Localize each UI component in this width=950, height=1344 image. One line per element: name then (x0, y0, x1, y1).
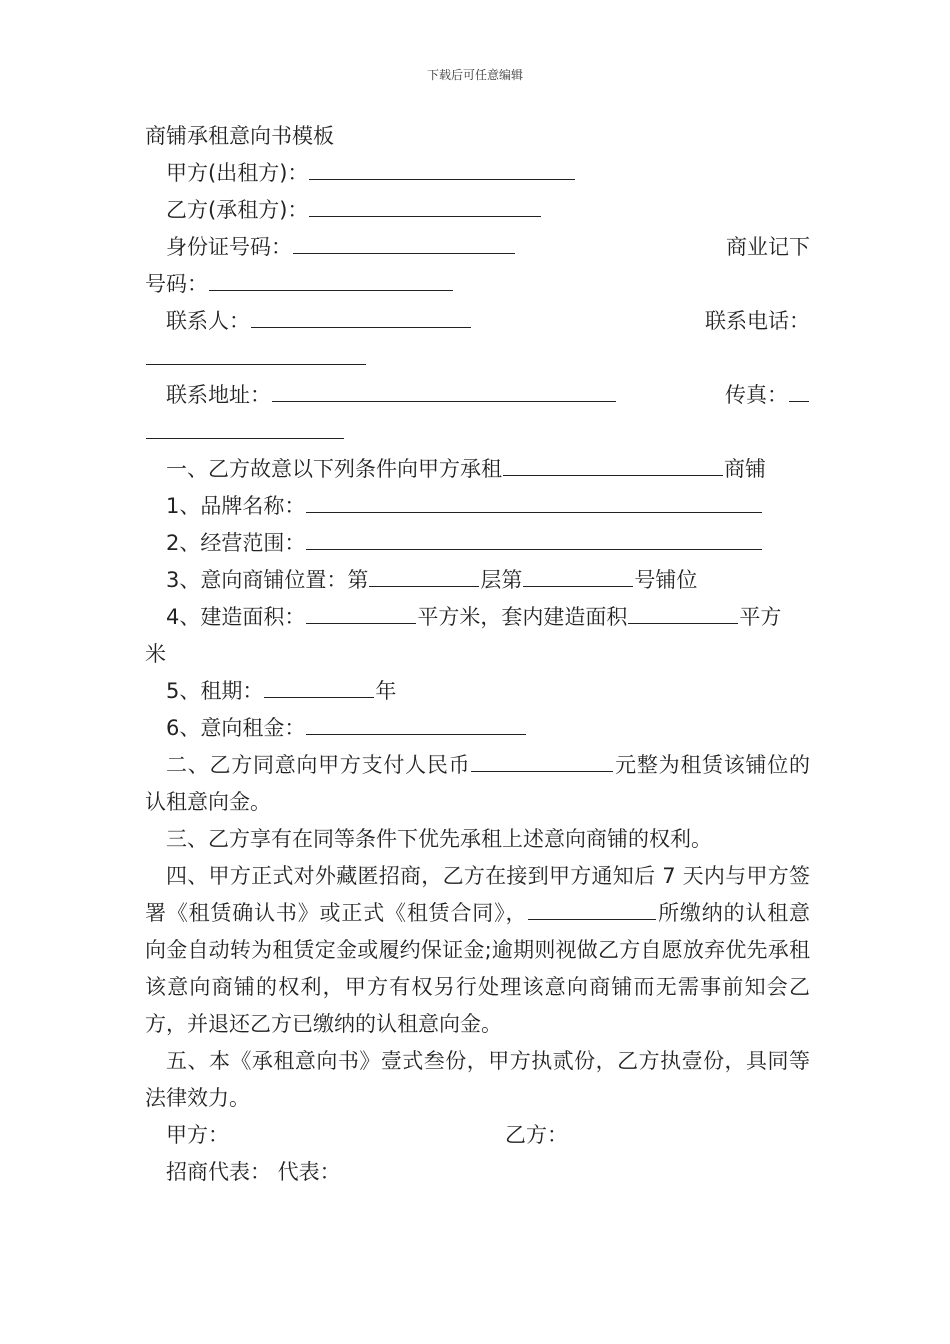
item-1-label: 1、品牌名称： (166, 494, 306, 518)
biz-label: 商业记下 (726, 235, 810, 259)
representative-line: 招商代表： 代表： (166, 1160, 341, 1184)
document-body (145, 118, 810, 1191)
lessor-blank[interactable] (309, 155, 575, 180)
brand-blank[interactable] (306, 488, 762, 513)
page-header-note: 下载后可任意编辑 (426, 68, 523, 82)
item-4-c: 平方 (739, 605, 782, 629)
floor-blank[interactable] (369, 562, 479, 587)
signature-line (145, 1117, 810, 1154)
item-3-c: 号铺位 (634, 568, 698, 592)
item-3-line (145, 562, 810, 599)
party-a-sign-label: 甲方： (166, 1123, 229, 1147)
section-2-a: 二、乙方同意向甲方支付人民币 (166, 753, 471, 777)
section-1-suffix: 商铺 (724, 457, 766, 481)
area-blank[interactable] (306, 599, 416, 624)
section-2-b: 元整为租赁该铺位的认租意向金。 (145, 753, 811, 814)
item-5-line (145, 673, 810, 710)
contact-blank[interactable] (251, 303, 471, 328)
fax-label-group (725, 377, 810, 414)
rent-blank[interactable] (306, 710, 526, 735)
id-blank[interactable] (293, 229, 515, 254)
id-label: 身份证号码： (166, 235, 292, 259)
item-4-a: 4、建造面积： (166, 605, 306, 629)
item-6-line (145, 710, 810, 747)
section-1-line (145, 451, 810, 488)
id-line (145, 229, 810, 266)
item-4-cont: 米 (145, 642, 166, 666)
party-b-sign-label: 乙方： (505, 1123, 568, 1147)
section-2 (145, 747, 810, 821)
section-5: 五、本《承租意向书》壹式叁份，甲方执贰份，乙方执壹份，具同等法律效力。 (145, 1049, 810, 1110)
contact-label: 联系人： (166, 309, 250, 333)
section-1-text: 一、乙方故意以下列条件向甲方承租 (166, 457, 502, 481)
phone-line (145, 340, 810, 377)
item-3-a: 3、意向商铺位置：第 (166, 568, 369, 592)
document-title: 商铺承租意向书模板 (145, 124, 334, 148)
item-4-line (145, 599, 810, 636)
term-blank[interactable] (264, 673, 374, 698)
phone-label: 联系电话： (705, 309, 810, 333)
section-4-a: 四、甲方正式对外藏匿招商，乙方在接到甲方通知后 7 天内与甲方签署《租赁确认书》或正式《租赁合同》， (145, 864, 810, 925)
phone-blank[interactable] (146, 340, 366, 365)
address-label: 联系地址： (166, 383, 271, 407)
shop-blank[interactable] (503, 451, 723, 476)
item-2-label: 2、经营范围： (166, 531, 306, 555)
item-3-b: 层第 (480, 568, 523, 592)
section-4-blank[interactable] (528, 895, 656, 920)
inner-area-blank[interactable] (628, 599, 738, 624)
unit-blank[interactable] (523, 562, 633, 587)
item-5-b: 年 (375, 679, 397, 703)
item-2-line (145, 525, 810, 562)
biz-number-line (145, 266, 810, 303)
fax-line (145, 414, 810, 451)
biz-number-label: 号码： (145, 272, 208, 296)
section-4 (145, 858, 810, 1043)
lessee-label: 乙方(承租方)： (166, 198, 309, 222)
address-blank[interactable] (272, 377, 616, 402)
item-1-line (145, 488, 810, 525)
biz-number-blank[interactable] (209, 266, 453, 291)
lessee-blank[interactable] (309, 192, 541, 217)
deposit-amount-blank[interactable] (471, 747, 613, 772)
lessee-line (145, 192, 810, 229)
fax-blank[interactable] (146, 414, 344, 439)
fax-label: 传真： (725, 383, 788, 407)
item-5-a: 5、租期： (166, 679, 264, 703)
fax-blank-start[interactable] (789, 377, 809, 402)
section-3: 三、乙方享有在同等条件下优先承租上述意向商铺的权利。 (166, 827, 712, 851)
contact-line (145, 303, 810, 340)
lessor-line (145, 155, 810, 192)
item-4-b: 平方米，套内建造面积 (417, 605, 628, 629)
address-line (145, 377, 810, 414)
section-4-b: 所缴纳的认租意向金自动转为租赁定金或履约保证金;逾期则视做乙方自愿放弃优先承租该意向商铺的权利，甲方有权另行处理该意向商铺而无需事前知会乙方，并退还乙方已缴纳的认租意向金。 (145, 901, 811, 1036)
item-6-label: 6、意向租金： (166, 716, 306, 740)
lessor-label: 甲方(出租方)： (166, 161, 309, 185)
scope-blank[interactable] (306, 525, 762, 550)
